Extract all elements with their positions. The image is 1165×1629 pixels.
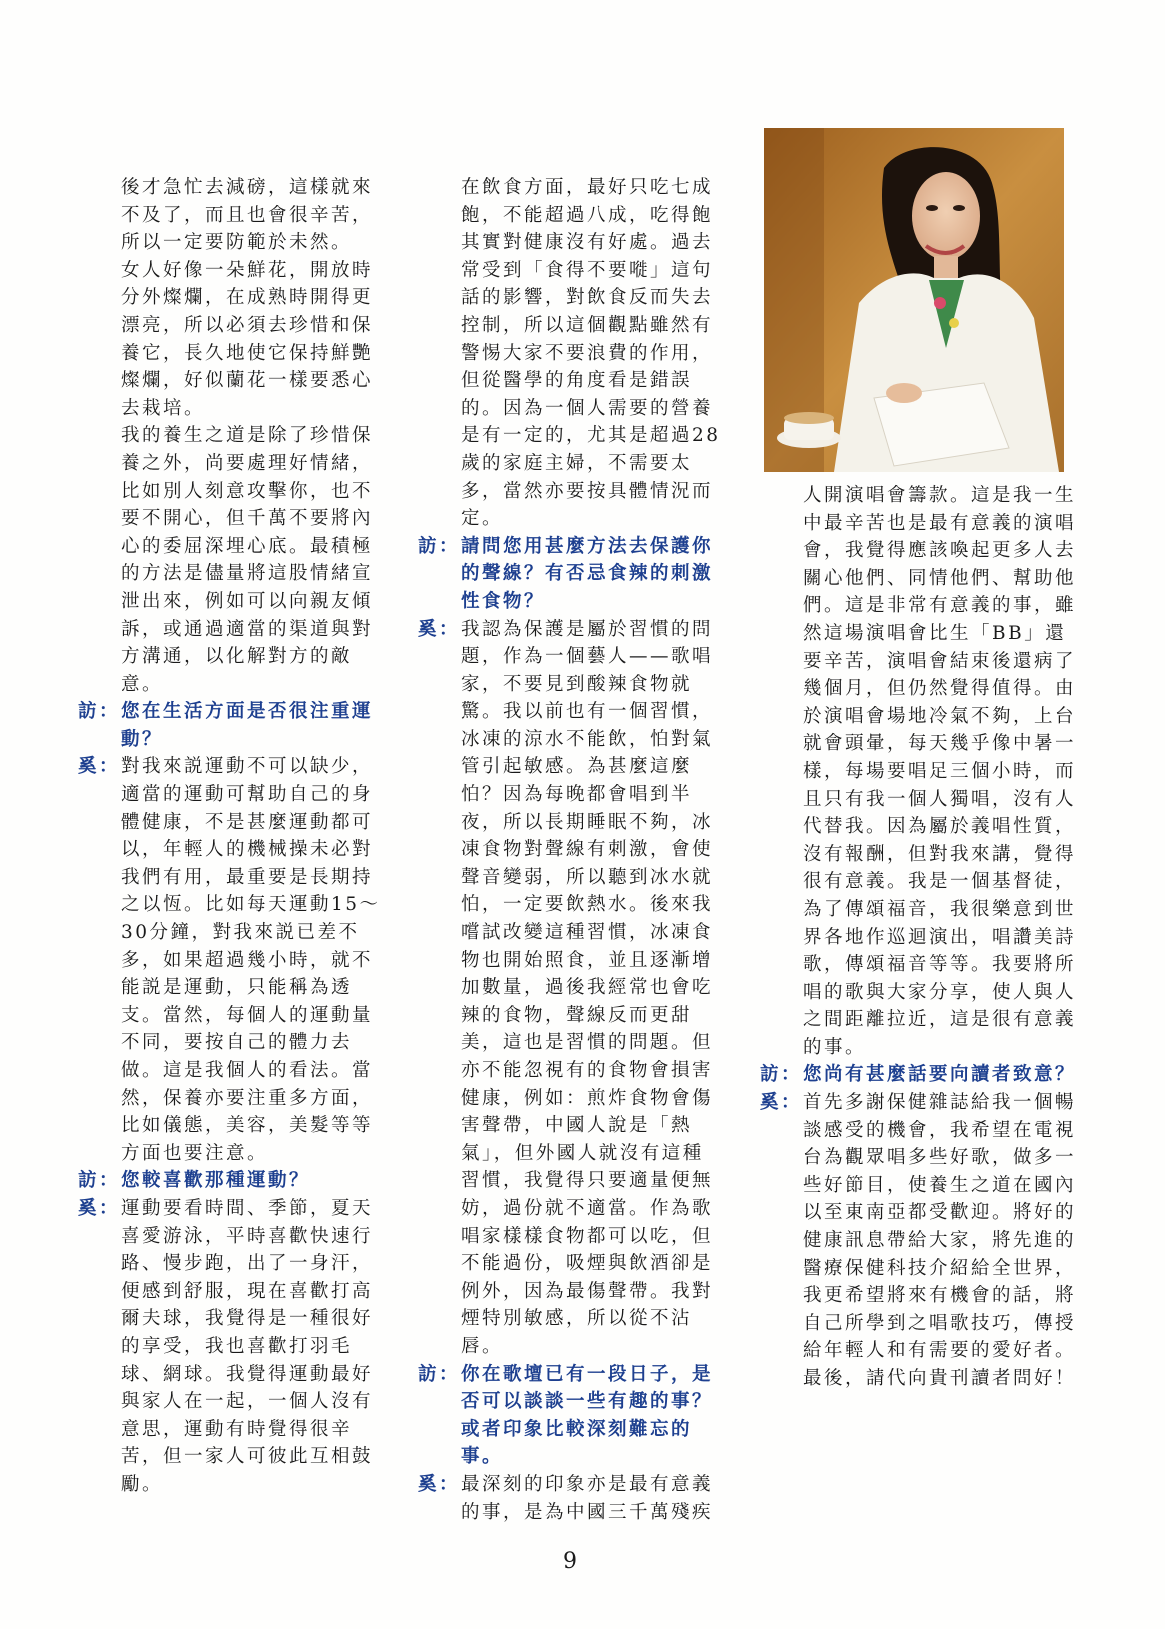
answer-text: 運動要看時間、季節，夏天喜愛游泳，平時喜歡快速行路、慢步跑，出了一身汗，便感到舒服，現在喜歡打高爾夫球，我覺得是一種很好的享受，我也喜歡打羽毛球、網球。我覺得運動最好與家人在一起，一個人沒有意思，運動有時覺得很辛苦，但一家人可彼此互相鼓勵。 (121, 1197, 374, 1495)
page-number: 9 (563, 1549, 577, 1574)
interview-answer (78, 753, 382, 1167)
answer-text: 首先多謝保健雜誌給我一個暢談感受的機會，我希望在電視台為觀眾唱多些好歌，做多一些好節目，使養生之道在國內以至東南亞都受歡迎。將好的健康訊息帶給大家，將先進的醫療保健科技介紹給全世界，我更希望將來有機會的話，將自己所學到之唱歌技巧，傳授給年輕人和有需要的愛好者。最後，請代向貴刊讀者問好！ (803, 1092, 1077, 1389)
interview-answer (418, 1471, 722, 1526)
question-label: 訪： (418, 535, 461, 557)
paragraph: 女人好像一朵鮮花，開放時分外燦爛，在成熟時開得更漂亮，所以必須去珍惜和保養它，長久地使它保持鮮艷燦爛，好似蘭花一樣要悉心去栽培。 (121, 259, 374, 419)
answer-label: 奚： (78, 1197, 121, 1219)
answer-text: 對我來説運動不可以缺少，適當的運動可幫助自己的身體健康，不是甚麼運動都可以，年輕人的機械操未必對我們有用，最重要是長期持之以恆。比如每天運動15～30分鐘，對我來説已差不多，如果超過幾小時，就不能説是運動，只能稱為透支。當然，每個人的運動量不同，要按自己的體力去做。這是我個人的看法。當然，保養亦要注重多方面，比如儀態，美容，美髮等等方面也要注意。 (121, 756, 381, 1164)
question-label: 訪： (418, 1363, 461, 1385)
question-text: 你在歌壇已有一段日子，是否可以談談一些有趣的事？或者印象比較深刻難忘的事。 (461, 1363, 714, 1468)
interview-question (418, 533, 722, 616)
interview-question (760, 1061, 1080, 1089)
paragraph: 後才急忙去減磅，這樣就來不及了，而且也會很辛苦，所以一定要防範於未然。 (121, 177, 374, 254)
question-label: 訪： (78, 701, 121, 723)
question-text: 您在生活方面是否很注重運動？ (121, 701, 374, 750)
interview-answer (760, 1089, 1080, 1393)
interview-question (78, 1167, 382, 1195)
article-column-1 (78, 174, 382, 1499)
answer-text: 我認為保護是屬於習慣的問題，作為一個藝人——歌唱家，不要見到酸辣食物就驚。我以前也有一個習慣，冰凍的涼水不能飲，怕對氣管引起敏感。為甚麼這麼怕？因為每晚都會唱到半夜，所以長期睡眠不夠，冰凍食物對聲線有刺激，會使聲音變弱，所以聽到冰水就怕，一定要飲熱水。後來我嚐試改變這種習慣，冰凍食物也開始照食，並且逐漸增加數量，過後我經常也會吃辣的食物，聲線反而更甜美，這也是習慣的問題。但亦不能忽視有的食物會損害健康，例如：煎炸食物會傷害聲帶，中國人說是「熱氣」，但外國人就沒有這種習慣，我覺得只要適量便無妨，過份就不適當。作為歌唱家樣樣食物都可以吃，但不能過份，吸煙與飲酒卻是例外，因為最傷聲帶。我對煙特別敏感，所以從不沾唇。 (461, 618, 714, 1357)
article-column-3 (760, 482, 1080, 1393)
question-text: 您尚有甚麼話要向讀者致意？ (803, 1064, 1077, 1086)
portrait-illustration (764, 128, 1064, 472)
answer-text: 最深刻的印象亦是最有意義的事，是為中國三千萬殘疾 (461, 1473, 714, 1523)
interview-answer (78, 1195, 382, 1499)
interview-question (78, 698, 382, 753)
paragraph: 人開演唱會籌款。這是我一生中最辛苦也是最有意義的演唱會，我覺得應該喚起更多人去關心他們、同情他們、幫助他們。這是非常有意義的事，雖然這場演唱會比生「BB」還要辛苦，演唱會結束後還病了幾個月，但仍然覺得值得。由於演唱會場地冷氣不夠，上台就會頭暈，每天幾乎像中暑一樣，每場要唱足三個小時，而且只有我一個人獨唱，沒有人代替我。因為屬於義唱性質，沒有報酬，但對我來講，覺得很有意義。我是一個基督徒，為了傳頌福音，我很樂意到世界各地作巡迴演出，唱讚美詩歌，傳頌福音等等。我要將所唱的歌與大家分享，使人與人之間距離拉近，這是很有意義的事。 (803, 485, 1077, 1058)
question-label: 訪： (760, 1064, 803, 1086)
question-text: 您較喜歡那種運動？ (121, 1170, 311, 1192)
interview-question (418, 1361, 722, 1471)
question-text: 請問您用甚麼方法去保護你的聲線？有否忌食辣的刺激性食物？ (461, 535, 714, 612)
paragraph: 我的養生之道是除了珍惜保養之外，尚要處理好情緒，比如別人刻意攻擊你，也不要不開心，但千萬不要將內心的委屈深埋心底。最積極的方法是儘量將這股情緒宣泄出來，例如可以向親友傾訴，或通過適當的渠道與對方溝通，以化解對方的敵意。 (121, 425, 374, 695)
portrait-photo (764, 128, 1064, 472)
answer-label: 奚： (78, 756, 121, 778)
answer-label: 奚： (418, 1473, 461, 1495)
article-column-2 (418, 174, 722, 1526)
question-label: 訪： (78, 1170, 121, 1192)
interview-answer (418, 616, 722, 1361)
answer-label: 奚： (418, 618, 461, 640)
answer-label: 奚： (760, 1092, 803, 1114)
paragraph: 在飲食方面，最好只吃七成飽，不能超過八成，吃得飽其實對健康沒有好處。過去常受到「食得不要嘥」這句話的影響，對飲食反而失去控制，所以這個觀點雖然有警惕大家不要浪費的作用，但從醫學的角度看是錯誤的。因為一個人需要的營養是有一定的，尤其是超過28歲的家庭主婦，不需要太多，當然亦要按具體情況而定。 (461, 177, 721, 530)
